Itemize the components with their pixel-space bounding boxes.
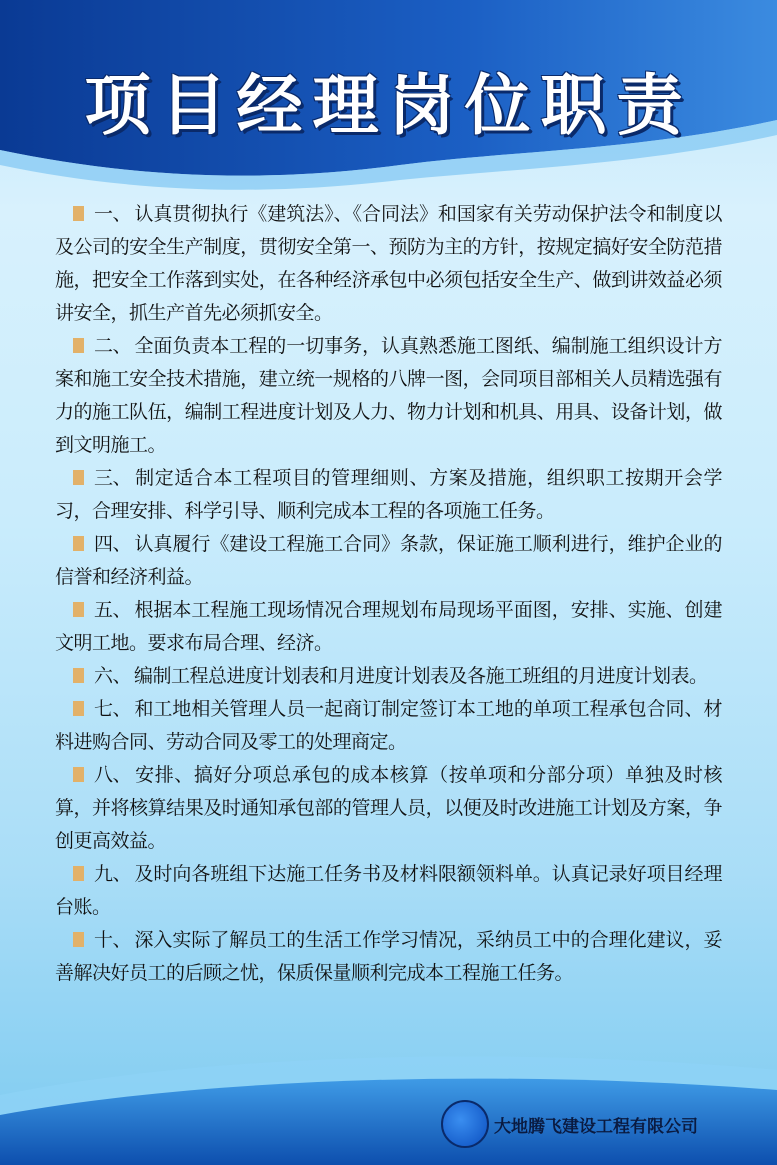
- bullet-square-icon: [73, 206, 84, 221]
- bullet-square-icon: [73, 470, 84, 485]
- footer-wave: [0, 1045, 777, 1165]
- duty-item: 八、 安排、搞好分项总承包的成本核算（按单项和分部分项）单独及时核算，并将核算结果及时通知承包部的管理人员，以便及时改进施工计划及方案，争创更高效益。: [55, 764, 722, 852]
- duty-item: 六、 编制工程总进度计划表和月进度计划表及各施工班组的月进度计划表。: [55, 660, 722, 693]
- bullet-square-icon: [73, 536, 84, 551]
- page-title: 项目经理岗位职责: [84, 67, 693, 144]
- bullet-square-icon: [73, 866, 84, 881]
- company-name: 大地腾飞建设工程有限公司: [494, 1117, 698, 1137]
- bullet-square-icon: [73, 602, 84, 617]
- bullet-square-icon: [73, 767, 84, 782]
- bullet-square-icon: [73, 701, 84, 716]
- bullet-square-icon: [73, 932, 84, 947]
- duty-item: 十、 深入实际了解员工的生活工作学习情况，采纳员工中的合理化建议，妥善解决好员工的后顾之忧，保质保量顺利完成本工程施工任务。: [55, 929, 722, 984]
- duty-item: 五、 根据本工程施工现场情况合理规划布局现场平面图，安排、实施、创建文明工地。要求布局合理、经济。: [55, 599, 722, 654]
- bullet-square-icon: [73, 668, 84, 683]
- duty-item: 四、 认真履行《建设工程施工合同》条款，保证施工顺利进行，维护企业的信誉和经济利益。: [55, 533, 722, 588]
- duty-item: 一、 认真贯彻执行《建筑法》、《合同法》和国家有关劳动保护法令和制度以及公司的安全生产制度，贯彻安全第一、预防为主的方针，按规定搞好安全防范措施，把安全工作落到实处，在各种经济承包中必须包括安全生产、做到讲效益必须讲安全，抓生产首先必须抓安全。: [55, 203, 722, 324]
- duties-list: [55, 198, 722, 990]
- bullet-square-icon: [73, 338, 84, 353]
- duty-item: 九、 及时向各班组下达施工任务书及材料限额领料单。认真记录好项目经理台账。: [55, 863, 722, 918]
- duty-item: 七、 和工地相关管理人员一起商订制定签订本工地的单项工程承包合同、材料进购合同、劳动合同及零工的处理商定。: [55, 698, 722, 753]
- duty-item: 二、 全面负责本工程的一切事务，认真熟悉施工图纸、编制施工组织设计方案和施工安全技术措施，建立统一规格的八牌一图，会同项目部相关人员精选强有力的施工队伍，编制工程进度计划及人力、物力计划和机具、用具、设备计划，做到文明施工。: [55, 335, 722, 456]
- duty-item: 三、 制定适合本工程项目的管理细则、方案及措施，组织职工按期开会学习，合理安排、科学引导、顺利完成本工程的各项施工任务。: [55, 467, 722, 522]
- company-logo-icon: [441, 1100, 489, 1148]
